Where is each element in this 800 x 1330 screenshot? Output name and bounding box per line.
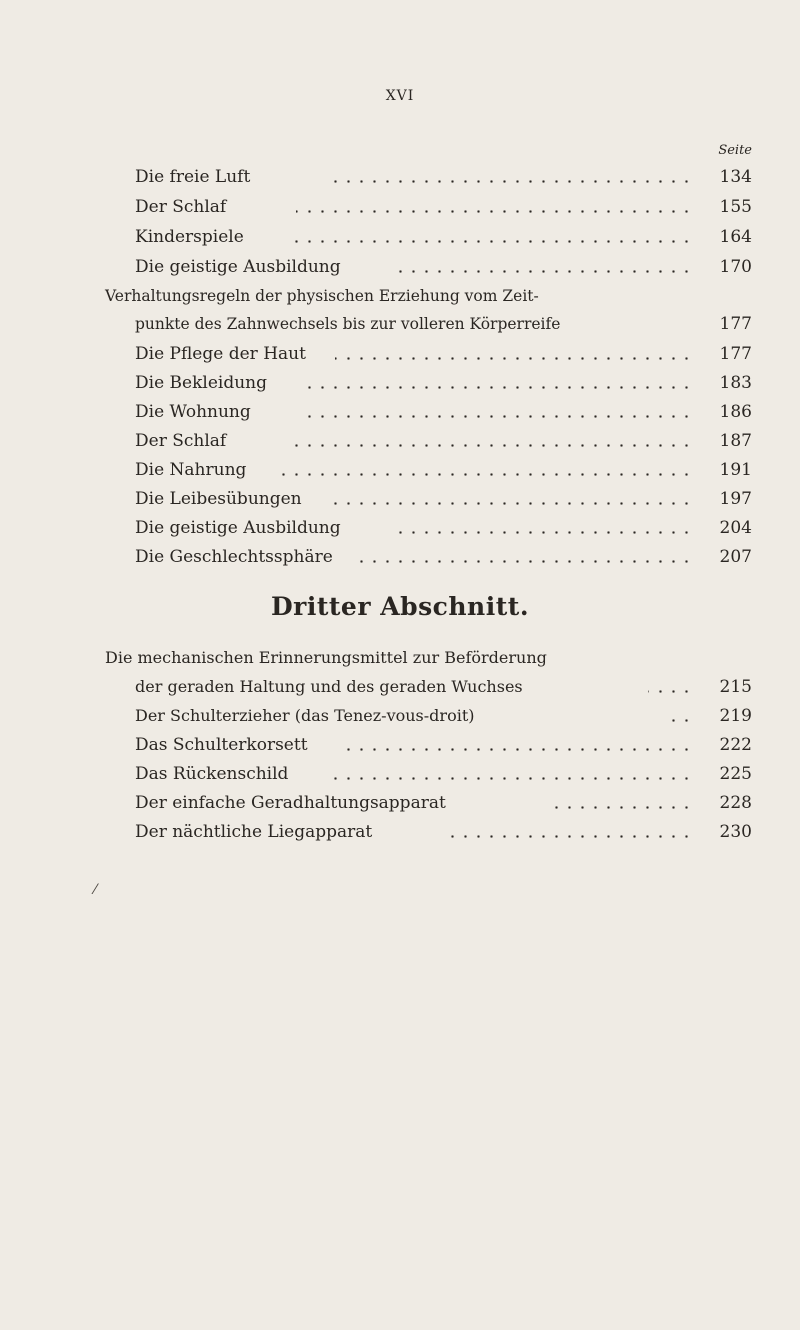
toc-entry-title-line2: der geraden Haltung und des geraden Wuchses	[135, 677, 523, 696]
toc-entry-title: Die Nahrung	[135, 460, 247, 480]
toc-entry	[0, 226, 800, 248]
dot-leader	[390, 531, 693, 534]
toc-entry-title: Die Geschlechtssphäre	[135, 547, 333, 567]
toc-entry-page: 197	[719, 489, 752, 509]
toc-entry-title: Der Schlaf	[135, 197, 227, 217]
dot-leader	[325, 502, 693, 505]
toc-entry	[0, 459, 800, 481]
toc-entry-page: 164	[719, 227, 752, 247]
toc-entry	[0, 196, 800, 218]
dot-leader	[300, 386, 693, 389]
dot-leader	[390, 270, 693, 273]
toc-entry-page: 134	[719, 167, 752, 187]
toc-entry	[0, 488, 800, 510]
dot-leader	[668, 719, 693, 722]
toc-entry-page: 222	[719, 735, 752, 755]
toc-entry-page: 187	[719, 431, 752, 451]
toc-entry	[0, 430, 800, 452]
toc-entry-title-line1: Verhaltungsregeln der physischen Erziehung vom Zeit-	[105, 287, 539, 305]
toc-entry-page: 228	[719, 793, 752, 813]
dot-leader	[290, 240, 693, 243]
toc-entry-page: 177	[719, 314, 752, 334]
toc-entry-title: Die Wohnung	[135, 402, 251, 422]
toc-entry-multiline-continued	[0, 676, 800, 698]
toc-entry-page: 191	[719, 460, 752, 480]
dot-leader	[450, 835, 693, 838]
toc-entry-multiline	[0, 285, 800, 307]
toc-entry-title: Die freie Luft	[135, 167, 251, 187]
dot-leader	[335, 357, 693, 360]
toc-entry	[0, 546, 800, 568]
toc-entry-title: Die Leibesübungen	[135, 489, 302, 509]
page-column-header: Seite	[718, 143, 752, 158]
toc-entry	[0, 517, 800, 539]
toc-entry	[0, 343, 800, 365]
toc-entry-title: Der nächtliche Liegapparat	[135, 822, 373, 842]
toc-entry-title: Die Bekleidung	[135, 373, 267, 393]
toc-entry-title: Die geistige Ausbildung	[135, 518, 341, 538]
toc-entry-title: Die geistige Ausbildung	[135, 257, 341, 277]
toc-entry-title: Der Schulterzieher (das Tenez-vous-droit)	[135, 706, 475, 725]
toc-entry	[0, 734, 800, 756]
dot-leader	[285, 444, 693, 447]
toc-entry	[0, 821, 800, 843]
toc-entry-page: 177	[719, 344, 752, 364]
dot-leader	[300, 415, 693, 418]
toc-entry	[0, 763, 800, 785]
toc-entry-title: Kinderspiele	[135, 227, 244, 247]
toc-entry-title: Der Schlaf	[135, 431, 227, 451]
dot-leader	[350, 560, 693, 563]
toc-entry-page: 155	[719, 197, 752, 217]
toc-entry-title: Der einfache Geradhaltungsapparat	[135, 793, 446, 813]
toc-entry-page: 183	[719, 373, 752, 393]
toc-entry-page: 215	[719, 677, 752, 697]
toc-entry	[0, 401, 800, 423]
toc-entry-page: 225	[719, 764, 752, 784]
section-heading: Dritter Abschnitt.	[270, 592, 530, 621]
toc-entry-title: Das Rückenschild	[135, 764, 289, 784]
toc-entry-page: 219	[719, 706, 752, 726]
toc-entry-title-line1: Die mechanischen Erinnerungsmittel zur Beförderung	[105, 648, 547, 667]
toc-entry	[0, 372, 800, 394]
toc-entry	[0, 705, 800, 727]
dot-leader	[340, 748, 693, 751]
toc-entry-page: 207	[719, 547, 752, 567]
page-number: XVI	[385, 88, 415, 104]
toc-entry-page: 170	[719, 257, 752, 277]
dot-leader	[296, 210, 693, 213]
toc-entry-title-line2: punkte des Zahnwechsels bis zur volleren Körperreife	[135, 315, 561, 333]
toc-entry	[0, 166, 800, 188]
toc-entry-title: Das Schulterkorsett	[135, 735, 308, 755]
dot-leader	[325, 777, 693, 780]
dot-leader	[325, 180, 693, 183]
stray-ink-mark: ⁄	[94, 882, 97, 898]
toc-entry-page: 186	[719, 402, 752, 422]
toc-entry-title: Die Pflege der Haut	[135, 344, 306, 364]
toc-entry-multiline-continued	[0, 313, 800, 335]
dot-leader	[555, 806, 693, 809]
toc-entry-multiline	[0, 647, 800, 669]
dot-leader	[282, 473, 693, 476]
dot-leader	[648, 690, 693, 693]
toc-entry-page: 230	[719, 822, 752, 842]
toc-entry	[0, 792, 800, 814]
toc-entry	[0, 256, 800, 278]
toc-entry-page: 204	[719, 518, 752, 538]
